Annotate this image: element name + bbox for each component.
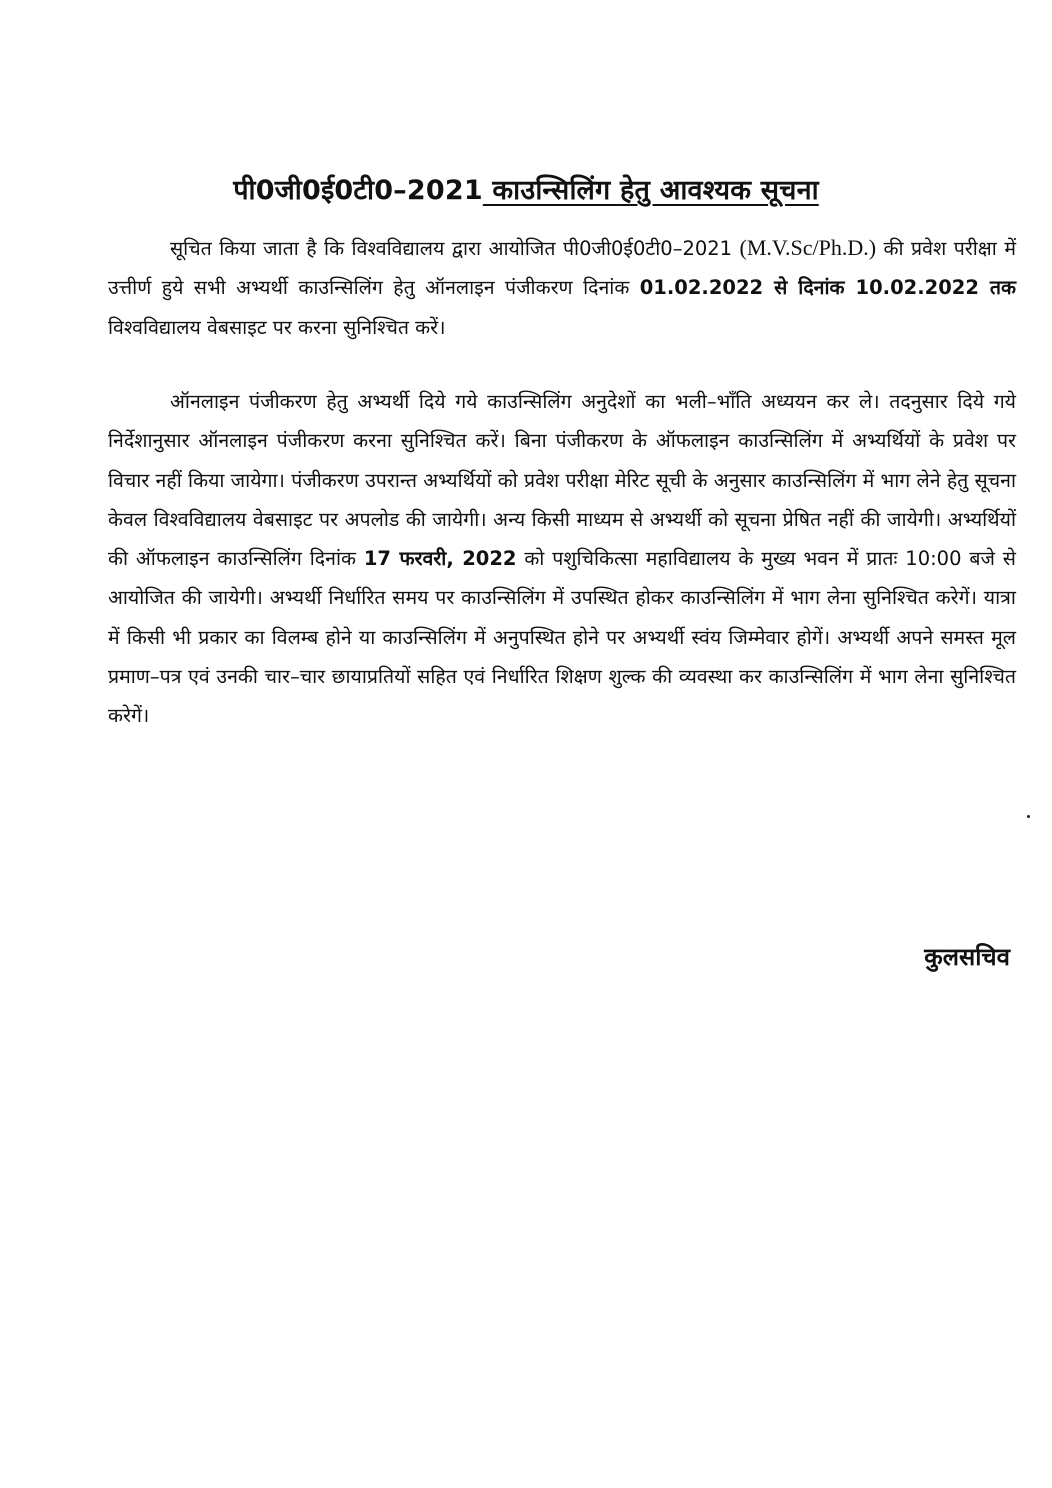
paragraph-1-text-c: विश्वविद्यालय वेबसाइट पर करना सुनिश्चित करें। [108,315,446,339]
paragraph-1-text-a: सूचित किया जाता है कि विश्वविद्यालय द्वारा आयोजित पी0जी0ई0टी0–2021 [170,237,740,260]
paragraph-registration [108,228,1016,347]
counselling-date: 17 फरवरी, 2022 [363,547,517,571]
stray-ink-mark [1027,815,1030,818]
notice-title-underlined: काउन्सिलिंग हेतु आवश्यक सूचना [482,175,819,206]
course-name: (M.V.Sc/Ph.D.) [739,235,877,260]
paragraph-instructions [108,382,1016,736]
paragraph-2-text-a: ऑनलाइन पंजीकरण हेतु अभ्यर्थी दिये गये काउन्सिलिंग अनुदेशों का भली–भाँति अध्ययन कर ले। तदनुसार दिये गये निर्देशानुसार ऑनलाइन पंजीकरण करना सुनिश्चित करें। बिना पंजीकरण के ऑफलाइन काउन्सिलिंग में अभ्यर्थियों के प्रवेश पर विचार नहीं किया जायेगा। पंजीकरण उपरान्त अभ्यर्थियों को प्रवेश परीक्षा मेरिट सूची के अनुसार काउन्सिलिंग में भाग लेने हेतु सूचना केवल विश्वविद्यालय वेबसाइट पर अपलोड की जायेगी। अन्य किसी माध्यम से अभ्यर्थी को सूचना प्रेषित नहीं की जायेगी। अभ्यर्थियों की ऑफलाइन काउन्सिलिंग दिनांक [108,390,1016,571]
registration-date-range: 01.02.2022 से दिनांक 10.02.2022 तक [639,276,1016,300]
paragraph-2-text-b: को पशुचिकित्सा महाविद्यालय के मुख्य भवन में प्रातः 10:00 बजे से आयोजित की जायेगी। अभ्यर्थी निर्धारित समय पर काउन्सिलिंग में उपस्थित होकर काउन्सिलिंग में भाग लेना सुनिश्चित करेगें। यात्रा में किसी भी प्रकार का विलम्ब होने या काउन्सिलिंग में अनुपस्थित होने पर अभ्यर्थी स्वंय जिम्मेवार होगें। अभ्यर्थी अपने समस्त मूल प्रमाण–पत्र एवं उनकी चार–चार छायाप्रतियों सहित एवं निर्धारित शिक्षण शुल्क की व्यवस्था कर काउन्सिलिंग में भाग लेना सुनिश्चित करेगें। [108,547,1016,728]
paragraph-1-text-b: की प्रवेश परीक्षा में उत्तीर्ण हुये सभी अभ्यर्थी काउन्सिलिंग हेतु ऑनलाइन पंजीकरण दिनांक [108,237,1016,300]
notice-title-lead: पी0जी0ई0टी0–2021 [233,175,483,206]
notice-title [0,170,1052,207]
signatory-title: कुलसचिव [924,943,1010,971]
